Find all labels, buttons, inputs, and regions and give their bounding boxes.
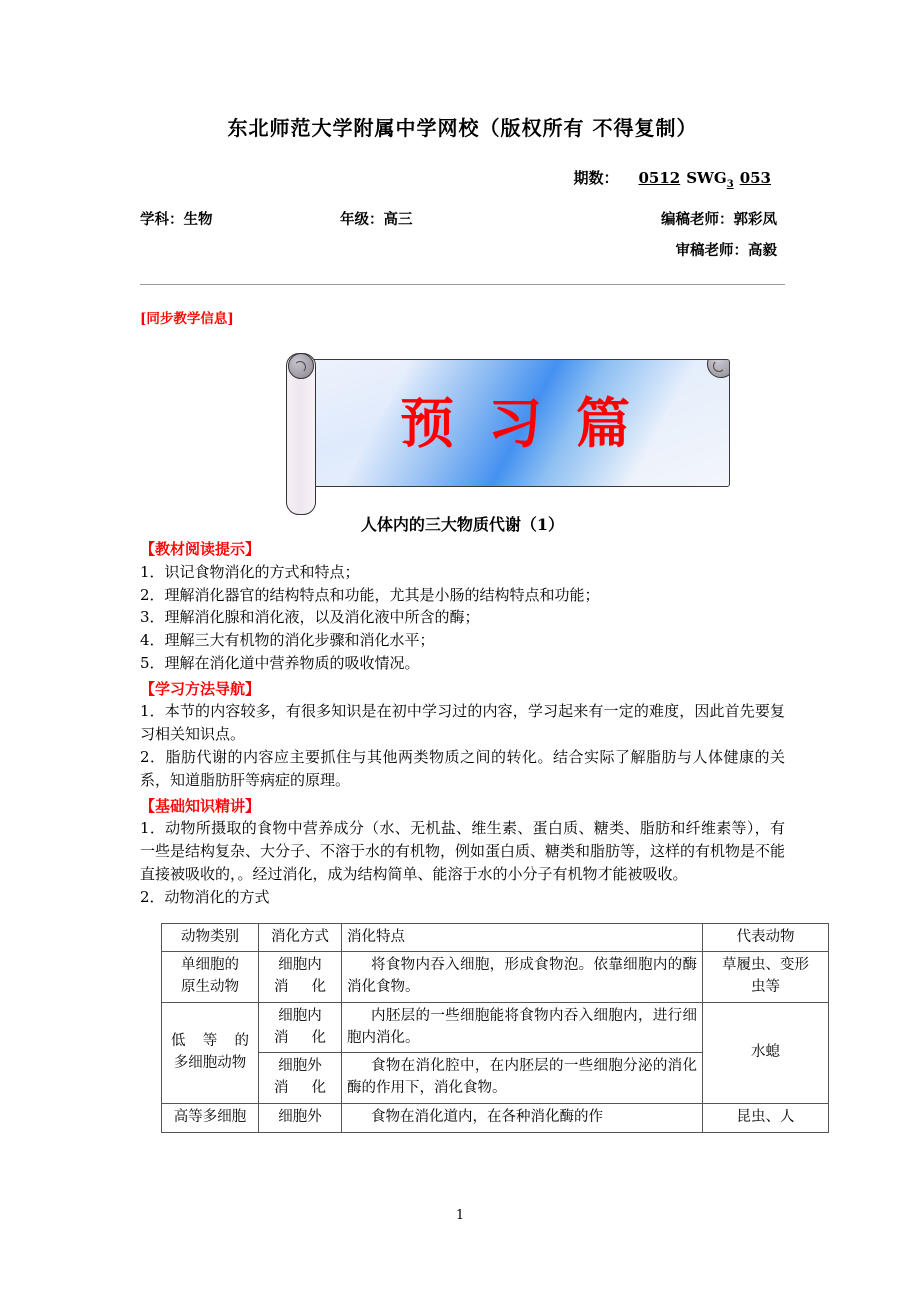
table-cell-example	[703, 952, 829, 1003]
section-heading-basics: 【基础知识精讲】	[140, 796, 261, 815]
table-cell-feature	[342, 1103, 703, 1132]
issue-label: 期数：	[573, 169, 619, 187]
issue-code-text: SWG	[686, 169, 727, 187]
table-cell-category	[162, 952, 259, 1003]
feature-text: 将食物内吞入细胞，形成食物泡。依靠细胞内的酶消化食物。	[347, 957, 697, 996]
basics-paragraph-2: 2．动物消化的方式	[140, 887, 270, 906]
method-line: 细胞外	[278, 1058, 322, 1075]
example-line: 草履虫、变形	[722, 957, 809, 974]
masthead-title: 东北师范大学附属中学网校（版权所有 不得复制）	[227, 116, 698, 140]
meta-credits	[555, 208, 785, 260]
scroll-graphic	[262, 349, 728, 492]
page-content	[140, 0, 809, 1133]
table-header-cell: 消化特点	[342, 923, 703, 952]
feature-text: 内胚层的一些细胞能将食物内吞入细胞内，进行细胞内消化。	[347, 1007, 697, 1046]
table-cell-method	[259, 1053, 342, 1104]
banner-title: 预习篇	[400, 391, 664, 455]
method-line: 消 化	[274, 979, 326, 996]
table-cell-category	[162, 1002, 259, 1103]
table-row	[162, 952, 829, 1003]
table-header-row	[162, 923, 829, 952]
table-cell-feature	[342, 1002, 703, 1053]
issue-code-subscript: 3	[726, 179, 734, 190]
method-line: 消 化	[274, 1029, 326, 1046]
example-line: 虫等	[751, 979, 780, 996]
table-row	[162, 1002, 829, 1053]
table-header-cell: 消化方式	[259, 923, 342, 952]
issue-number: 0512	[638, 169, 681, 187]
method-line: 细胞外	[278, 1108, 322, 1125]
category-line: 多细胞动物	[173, 1054, 247, 1071]
table-row	[162, 1103, 829, 1132]
method-line: 细胞内	[278, 1007, 322, 1024]
banner-region	[140, 335, 785, 510]
meta-subject: 学科：生物	[140, 211, 213, 228]
scroll-knob-right-icon	[707, 359, 730, 378]
digestion-methods-table	[161, 923, 829, 1133]
table-cell-feature	[342, 1053, 703, 1104]
reading-tip-item: 2．理解消化器官的结构特点和功能，尤其是小肠的结构特点和功能；	[140, 585, 600, 604]
section-heading-reading-tips: 【教材阅读提示】	[140, 540, 261, 558]
feature-text: 食物在消化道内，在各种消化酶的作	[371, 1108, 603, 1125]
category-line: 单细胞的	[181, 957, 239, 974]
scroll-knob-left-icon	[288, 353, 314, 379]
table-cell-method	[259, 952, 342, 1003]
meta-grade: 年级：高三	[340, 211, 413, 228]
reading-tip-item: 1．识记食物消化的方式和特点；	[140, 562, 360, 581]
example-line: 水螅	[751, 1043, 780, 1060]
meta-author: 编稿老师：郭彩凤	[661, 211, 777, 228]
study-method-item: 2．脂肪代谢的内容应主要抓住与其他两类物质之间的转化。结合实际了解脂肪与人体健康的关系，知道脂肪肝等病症的原理。	[140, 748, 785, 789]
basics-paragraph-1: 1．动物所摄取的食物中营养成分（水、无机盐、维生素、蛋白质、糖类、脂肪和纤维素等），有一些是结构复杂、大分子、不溶于水的有机物，例如蛋白质、糖类和脂肪等，这样的有机物是不能直接被吸收的，。经过消化，成为结构简单、能溶于水的小分子有机物才能被吸收。	[140, 819, 786, 884]
table-cell-method	[259, 1002, 342, 1053]
study-method-item: 1．本节的内容较多，有很多知识是在初中学习过的内容，学习起来有一定的难度，因此首先要复习相关知识点。	[140, 702, 785, 744]
table-cell-example	[703, 1002, 829, 1103]
method-line: 消 化	[274, 1080, 326, 1097]
table-cell-method	[259, 1103, 342, 1132]
scroll-sheet	[300, 359, 730, 487]
table-cell-feature	[342, 952, 703, 1003]
category-line: 原生动物	[181, 979, 239, 996]
issue-line	[140, 167, 785, 190]
table-cell-example	[703, 1103, 829, 1132]
category-line: 高等多细胞	[173, 1108, 247, 1125]
sync-info-tag: [同步教学信息]	[140, 311, 234, 327]
header-divider	[140, 284, 785, 285]
meta-reviewer: 审稿老师：高毅	[675, 242, 777, 259]
page-title: 人体内的三大物质代谢（1）	[360, 515, 565, 534]
table-header-cell: 代表动物	[703, 923, 829, 952]
reading-tip-item: 4．理解三大有机物的消化步骤和消化水平；	[140, 631, 435, 650]
table-header-cell: 动物类别	[162, 923, 259, 952]
example-line: 昆虫、人	[736, 1108, 795, 1125]
feature-text: 食物在消化腔中，在内胚层的一些细胞分泌的消化酶的作用下，消化食物。	[347, 1058, 697, 1097]
reading-tip-item: 3．理解消化腺和消化液，以及消化液中所含的酶；	[140, 608, 480, 627]
issue-serial: 053	[739, 169, 771, 187]
page-number: 1	[455, 1208, 465, 1223]
meta-row	[140, 208, 785, 260]
reading-tip-item: 5．理解在消化道中营养物质的吸收情况。	[140, 653, 420, 672]
section-heading-study-method: 【学习方法导航】	[140, 679, 261, 698]
table-cell-category	[162, 1103, 259, 1132]
category-line: 低 等 的	[171, 1033, 249, 1050]
method-line: 细胞内	[278, 957, 322, 974]
issue-code	[686, 169, 734, 190]
